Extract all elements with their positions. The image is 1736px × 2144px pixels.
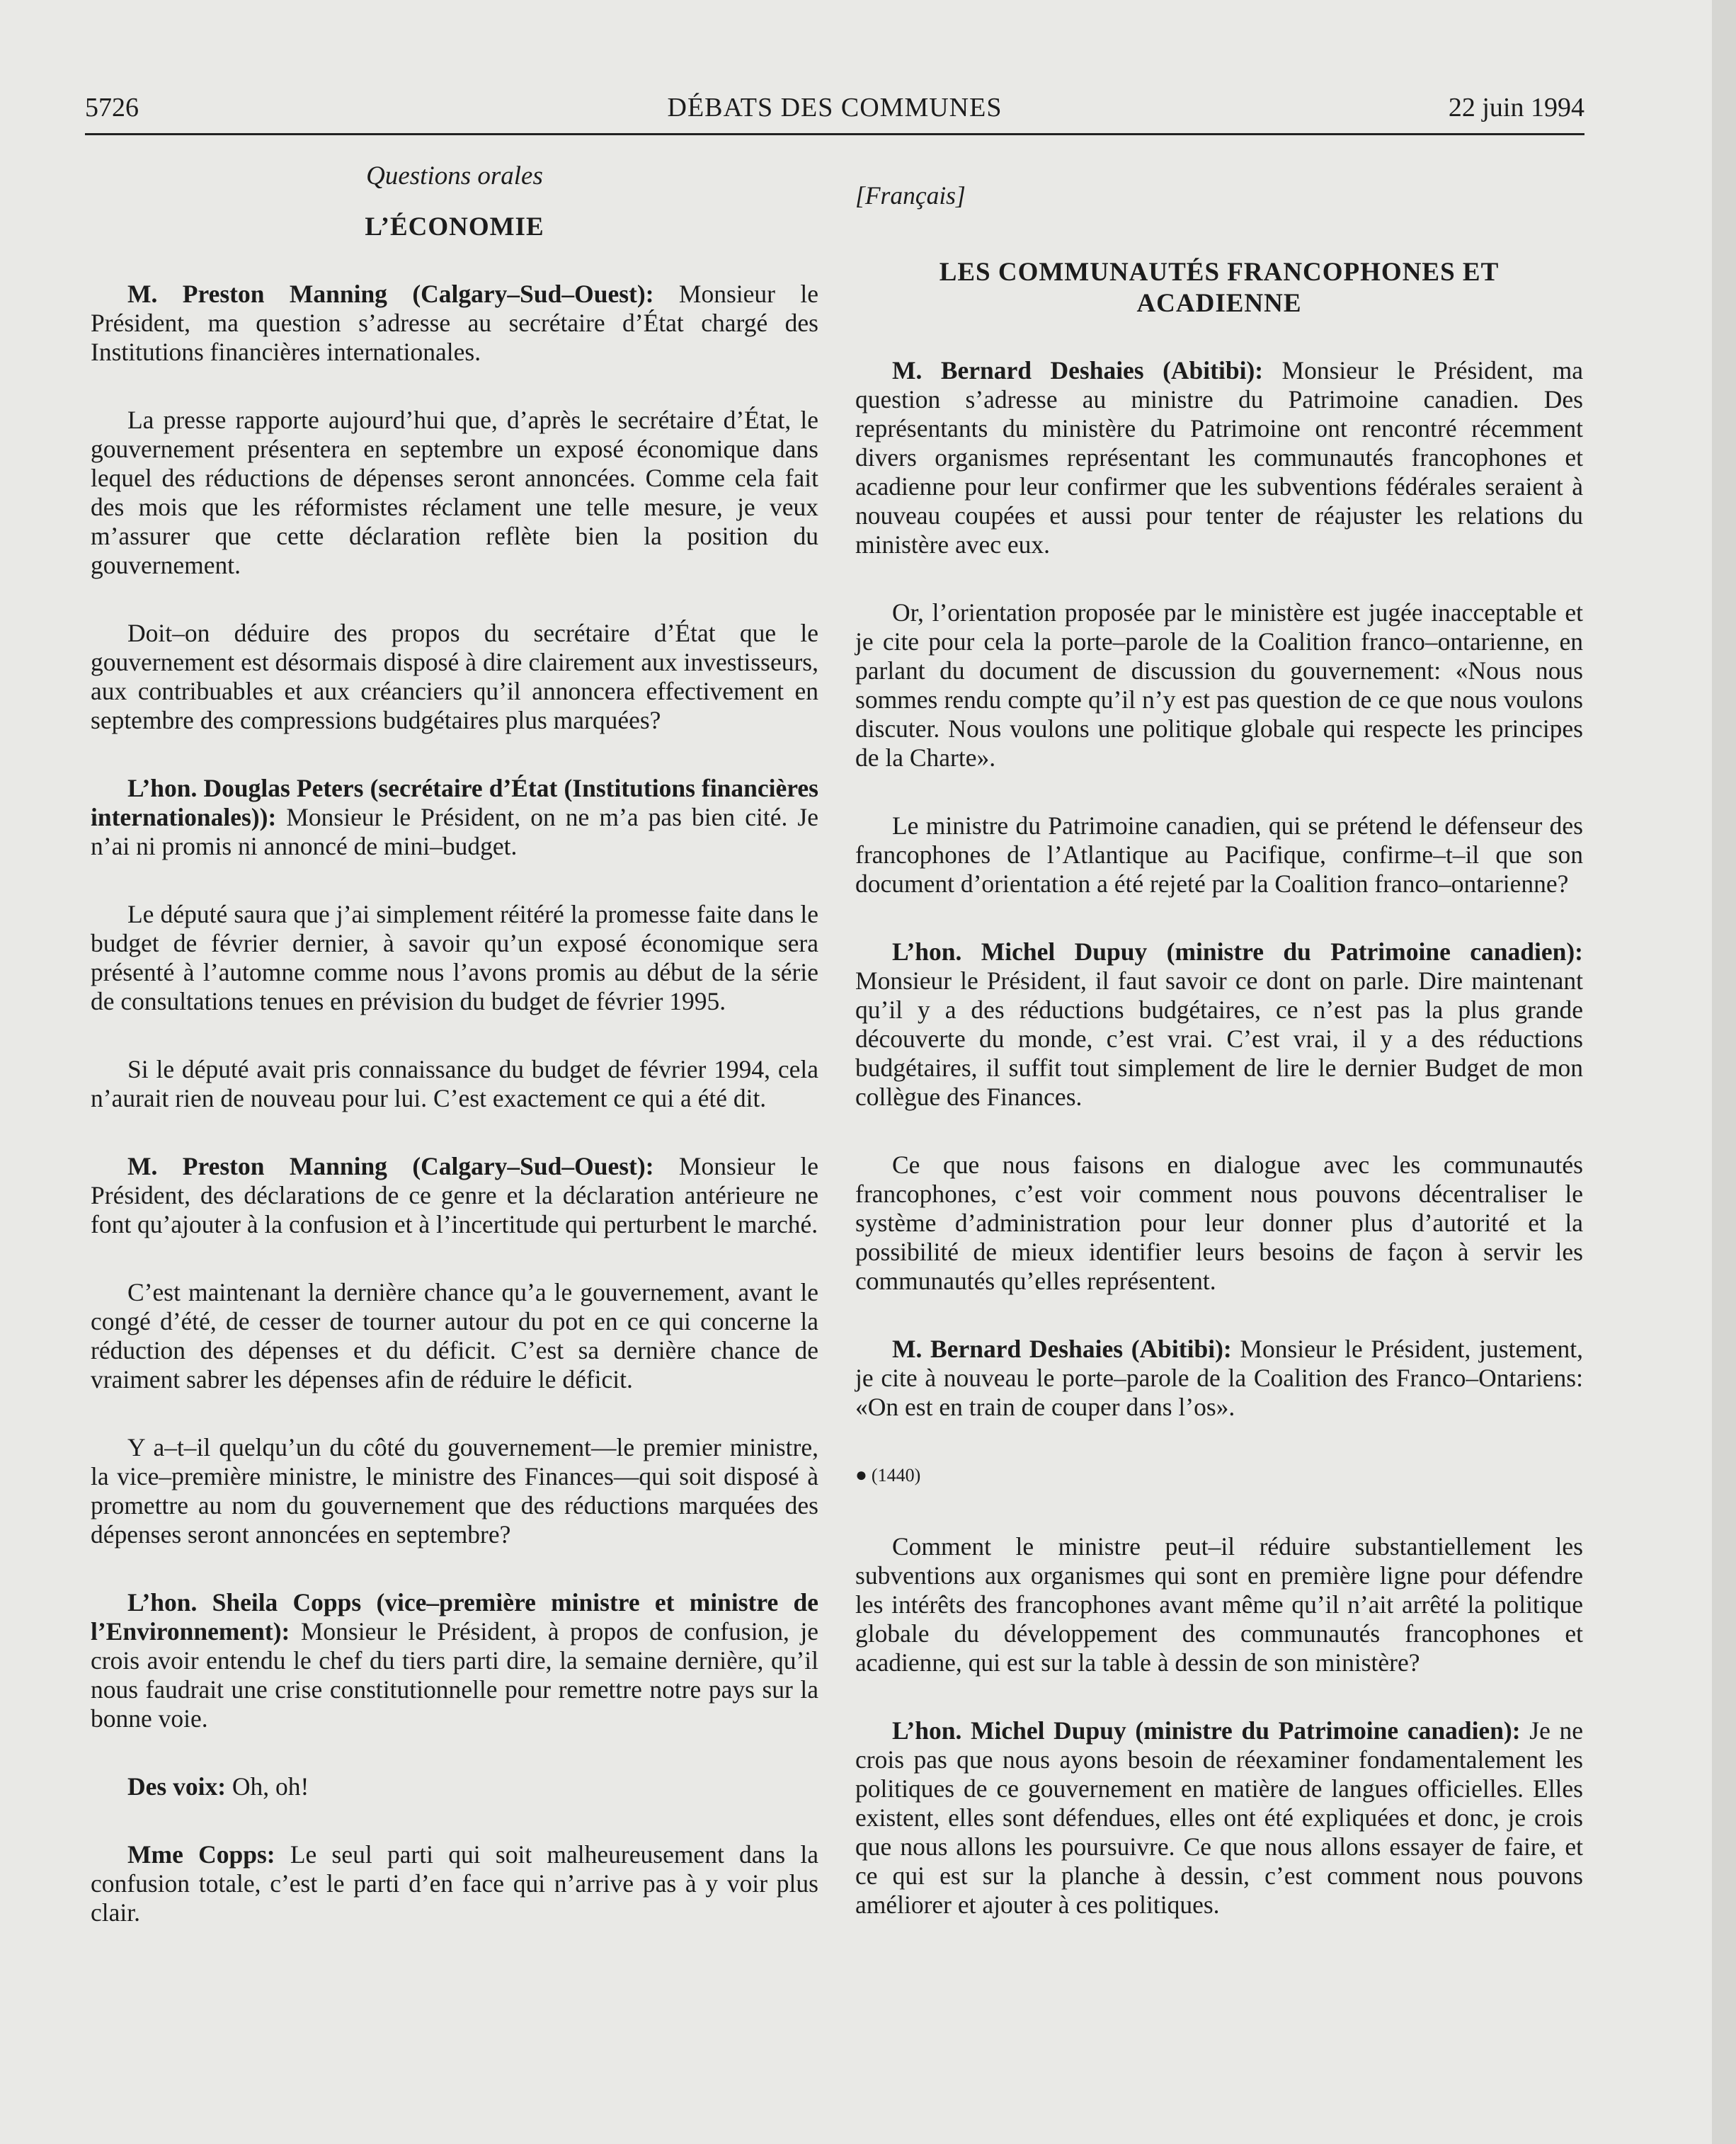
speaker-name: L’hon. Douglas Peters (secrétaire d’État (Institutions financières internationales)): xyxy=(91,774,818,831)
speaker-name: M. Preston Manning (Calgary–Sud–Ouest): xyxy=(127,280,654,308)
page-number: 5726 xyxy=(85,93,139,122)
time-marker xyxy=(855,1461,1583,1490)
paragraph-text: Doit–on déduire des propos du secrétaire d’État que le gouvernement est désormais disposé à dire clairement aux investisseurs, aux contribuables et aux créanciers qu’il annoncera effectivement en septembre des compressions budgétaires plus marquées? xyxy=(91,619,818,734)
paragraph-text: Je ne crois pas que nous ayons besoin de réexaminer fondamentalement les politiques de ce gouvernement en matière de langues officielles. Elles existent, elles sont défendues, elles ont été expliquées et donc, je crois que nous allons les poursuivre. Ce que nous allons essayer de faire, et ce qui est sur la planche à dessin, c’est comment nous pouvons améliorer et ajouter à ces politiques. xyxy=(855,1716,1583,1919)
paragraph xyxy=(91,1840,818,1927)
paragraph-text: Monsieur le Président, des déclarations de ce genre et la déclaration antérieure ne font qu’ajouter à la confusion et à l’incertitude qui perturbent le marché. xyxy=(91,1152,818,1238)
paragraph-text: Si le député avait pris connaissance du budget de février 1994, cela n’aurait rien de nouveau pour lui. C’est exactement ce qui a été dit. xyxy=(91,1055,818,1112)
speaker-name: M. Bernard Deshaies (Abitibi): xyxy=(892,1335,1232,1363)
paragraph xyxy=(91,1772,818,1801)
time-marker-text: (1440) xyxy=(871,1465,921,1486)
bullet-icon: ● xyxy=(855,1464,867,1486)
speaker-name: Des voix: xyxy=(127,1772,227,1801)
paragraph xyxy=(91,406,818,580)
paragraph xyxy=(855,1151,1583,1296)
paragraph xyxy=(855,1335,1583,1422)
paragraph xyxy=(855,937,1583,1112)
section-rubric: Questions orales xyxy=(366,161,543,190)
paragraph xyxy=(855,1532,1583,1677)
section-heading: L’ÉCONOMIE xyxy=(365,212,544,241)
paragraph xyxy=(855,356,1583,559)
paragraph-text: Monsieur le Président, on ne m’a pas bien cité. Je n’ai ni promis ni annoncé de mini–budget. xyxy=(91,803,818,860)
paragraph-text: Le ministre du Patrimoine canadien, qui se prétend le défenseur des francophones de l’Atlantique au Pacifique, confirme–t–il que son document d’orientation a été rejeté par la Coalition franco–ontarienne? xyxy=(855,811,1583,898)
right-paragraphs xyxy=(855,356,1583,1422)
right-paragraphs-continued xyxy=(855,1532,1583,1920)
paragraph xyxy=(855,811,1583,899)
paragraph-text: Monsieur le Président, ma question s’adresse au secrétaire d’État chargé des Institutions financières internationales. xyxy=(91,280,818,366)
left-column xyxy=(91,161,818,1966)
right-column xyxy=(855,161,1583,1958)
paragraph xyxy=(91,900,818,1016)
paragraph xyxy=(91,774,818,861)
page-edge xyxy=(1712,0,1736,2144)
paragraph-text: Ce que nous faisons en dialogue avec les communautés francophones, c’est voir comment nous pouvons décentraliser le système d’administration pour leur donner plus d’autorité et la possibilité de mieux identifier leurs besoins de façon à servir les communautés qu’elles représentent. xyxy=(855,1151,1583,1295)
publication-date: 22 juin 1994 xyxy=(1448,93,1584,122)
paragraph xyxy=(91,1588,818,1733)
paragraph xyxy=(91,1055,818,1113)
paragraph xyxy=(91,1278,818,1394)
left-paragraphs xyxy=(91,280,818,1927)
paragraph-text: Comment le ministre peut–il réduire substantiellement les subventions aux organismes qui sont en première ligne pour défendre les intérêts des francophones avant même qu’il n’ait arrêté la politique globale du développement des communautés francophones et acadienne, qui est sur la table à dessin de son ministère? xyxy=(855,1532,1583,1677)
paragraph xyxy=(855,1716,1583,1920)
paragraph-text: Le député saura que j’ai simplement réitéré la promesse faite dans le budget de février dernier, à savoir qu’un exposé économique sera présenté à l’automne comme nous l’avons promis au début de la série de consultations tenues en prévision du budget de février 1995. xyxy=(91,900,818,1015)
speaker-name: M. Bernard Deshaies (Abitibi): xyxy=(892,356,1264,384)
paragraph-text: Or, l’orientation proposée par le ministère est jugée inacceptable et je cite pour cela la porte–parole de la Coalition franco–ontarienne, en parlant du document de discussion du gouvernement: «Nous nous sommes rendu compte qu’il n’y est pas question de ce que nous voulons discuter. Nous voulons une politique globale qui respecte les principes de la Charte». xyxy=(855,598,1583,772)
paragraph-text: Y a–t–il quelqu’un du côté du gouvernement—le premier ministre, la vice–première ministre, le ministre des Finances—qui soit disposé à promettre au nom du gouvernement que des réductions marquées des dépenses seront annoncées en septembre? xyxy=(91,1433,818,1549)
paragraph-text: Oh, oh! xyxy=(226,1772,309,1801)
paragraph-text: Monsieur le Président, justement, je cite à nouveau le porte–parole de la Coalition des Franco–Ontariens: «On est en train de couper dans l’os». xyxy=(855,1335,1583,1421)
language-note: [Français] xyxy=(855,181,966,210)
publication-title: DÉBATS DES COMMUNES xyxy=(667,93,1003,122)
section-heading: LES COMMUNAUTÉS FRANCOPHONES ET ACADIENNE xyxy=(939,258,1500,318)
paragraph xyxy=(91,1433,818,1549)
page-header xyxy=(85,84,1584,135)
speaker-name: Mme Copps: xyxy=(127,1840,275,1869)
paragraph xyxy=(91,1152,818,1239)
paragraph-text: Le seul parti qui soit malheureusement dans la confusion totale, c’est le parti d’en face qui n’arrive pas à y voir plus clair. xyxy=(91,1840,818,1927)
speaker-name: L’hon. Sheila Copps (vice–première ministre et ministre de l’Environnement): xyxy=(91,1588,818,1646)
speaker-name: L’hon. Michel Dupuy (ministre du Patrimoine canadien): xyxy=(892,1716,1521,1745)
speaker-name: L’hon. Michel Dupuy (ministre du Patrimoine canadien): xyxy=(892,937,1583,966)
paragraph-text: Monsieur le Président, il faut savoir ce dont on parle. Dire maintenant qu’il y a des réductions budgétaires, ce n’est pas la plus grande découverte du monde, c’est vrai. C’est vrai, il y a des réductions budgétaires, il suffit tout simplement de lire le dernier Budget de mon collègue des Finances. xyxy=(855,966,1583,1111)
paragraph-text: C’est maintenant la dernière chance qu’a le gouvernement, avant le congé d’été, de cesser de tourner autour du pot en ce qui concerne la réduction des dépenses et du déficit. C’est sa dernière chance de vraiment sabrer les dépenses afin de réduire le déficit. xyxy=(91,1278,818,1393)
paragraph-text: Monsieur le Président, à propos de confusion, je crois avoir entendu le chef du tiers parti dire, la semaine dernière, qu’il nous faudrait une crise constitutionnelle pour remettre notre pays sur la bonne voie. xyxy=(91,1617,818,1733)
paragraph xyxy=(855,598,1583,772)
paragraph xyxy=(91,280,818,367)
paragraph-text: Monsieur le Président, ma question s’adresse au ministre du Patrimoine canadien. Des représentants du ministère du Patrimoine ont rencontré récemment divers organismes représentant les communautés francophones et acadienne pour leur confirmer que les subventions fédérales seraient à nouveau coupées et aussi pour tenter de réajuster les relations du ministère avec eux. xyxy=(855,356,1583,559)
paragraph xyxy=(91,619,818,735)
paragraph-text: La presse rapporte aujourd’hui que, d’après le secrétaire d’État, le gouvernement présentera en septembre un exposé économique dans lequel des réductions de dépenses seront annoncées. Comme cela fait des mois que les réformistes réclament une telle mesure, je veux m’assurer que cette déclaration reflète bien la position du gouvernement. xyxy=(91,406,818,579)
speaker-name: M. Preston Manning (Calgary–Sud–Ouest): xyxy=(127,1152,654,1180)
